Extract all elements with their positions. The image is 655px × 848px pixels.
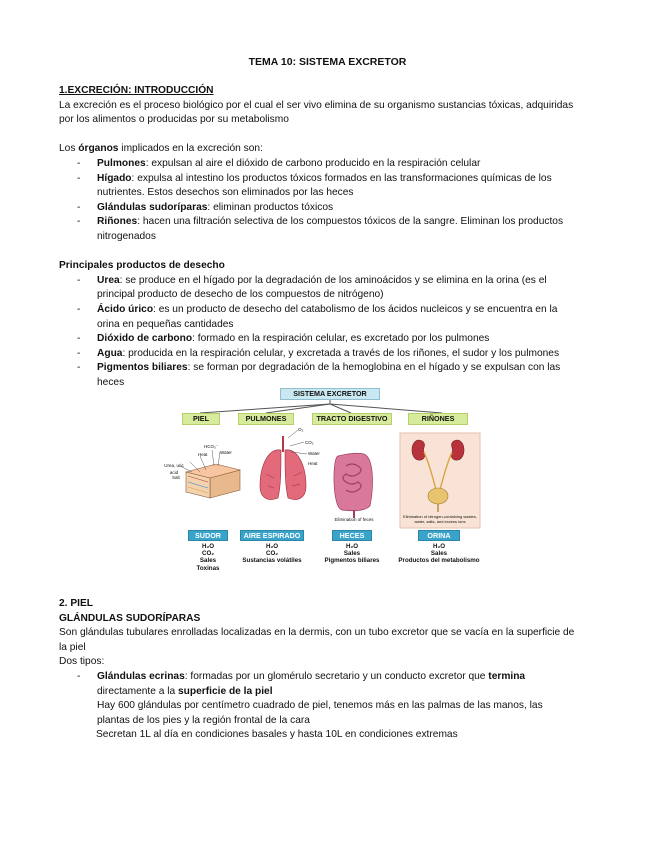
types-intro: Dos tipos: [59, 656, 105, 668]
organs-intro: Los órganos implicados en la excreción son: [59, 143, 263, 155]
output-items-feces: H₂O Sales Pigmentos biliares [324, 543, 380, 565]
gut-label: Elimination of feces [334, 517, 374, 522]
output-node-exhaled-air: AIRE ESPIRADO [240, 530, 304, 541]
section-skin [59, 597, 604, 743]
organ-node-lungs: PULMONES [238, 413, 294, 425]
organs-list [59, 157, 604, 245]
skin-label: Heat [198, 452, 208, 457]
list-item: - Hígado: expulsa al intestino los productos tóxicos formados en las transformaciones químicas de los nutrientes. Estos desechos son eliminados por las heces [59, 172, 604, 201]
organ-node-kidneys: RIÑONES [408, 413, 468, 425]
lung-label: Water [308, 451, 320, 456]
organ-node-skin: PIEL [182, 413, 220, 425]
organ-node-digestive: TRACTO DIGESTIVO [312, 413, 392, 425]
paragraph-line: la piel [59, 641, 86, 653]
section-heading-1: 1.EXCRECIÓN: INTRODUCCIÓN [59, 85, 214, 96]
paragraph-line: Son glándulas tubulares enrolladas localizadas en la dermis, con un tubo excretor que se vacía en la superficie de [59, 627, 575, 639]
output-items-exhaled: H₂O CO₂ Sustancias volátiles [242, 543, 302, 565]
skin-label: HCO₃⁻ [204, 444, 219, 449]
list-item: - Urea: se produce en el hígado por la degradación de los aminoácidos y se elimina en la orina (es el principal producto de desecho de los compuestos de nitrógeno) [59, 274, 604, 303]
products-list [59, 274, 604, 391]
list-item: - Pigmentos biliares: se forman por degradación de la hemoglobina en el hígado y se expulsan con las heces [59, 361, 604, 390]
diagram-root-node: SISTEMA EXCRETOR [280, 388, 380, 400]
subheading-sweat-glands: GLÁNDULAS SUDORÍPARAS [59, 612, 201, 624]
lung-label: CO₂ [305, 440, 314, 445]
intro-line-1: La excreción es el proceso biológico por el cual el ser vivo elimina de su organismo sustancias tóxicas, adquiridas [59, 99, 574, 111]
output-items-sweat: H₂O CO₂ Sales Toxinas [196, 543, 220, 572]
output-node-feces: HECES [332, 530, 372, 541]
gland-types-list [59, 670, 604, 743]
intro-line-2: por los alimentos o producidas por su metabolismo [59, 114, 289, 126]
skin-label: Salt [172, 475, 180, 480]
output-node-urine: ORINA [418, 530, 460, 541]
section-excretion-intro [59, 84, 604, 390]
products-heading: Principales productos de desecho [59, 260, 225, 272]
page-title: TEMA 10: SISTEMA EXCRETOR [248, 56, 407, 68]
skin-label: Urea, uric acid [164, 463, 184, 476]
lung-label: O₂ [298, 427, 304, 432]
list-item: - Agua: producida en la respiración celular, y excretada a través de los riñones, el sudor y los pulmones [59, 347, 604, 362]
list-item: - Ácido úrico: es un producto de desecho del catabolismo de los ácidos nucleicos y se encuentra en la orina en pequeñas cantidades [59, 303, 604, 332]
output-node-sweat: SUDOR [188, 530, 228, 541]
list-item: - Riñones: hacen una filtración selectiva de los compuestos tóxicos de la sangre. Eliminan los productos nitrogenados [59, 215, 604, 244]
intestine-illustration [334, 453, 373, 518]
list-item: - Glándulas ecrinas: formadas por un glomérulo secretario y un conducto excretor que termina directamente a la superficie de la piel Hay 600 glándulas por centímetro cuadrado de piel, tenemos más en las palmas de las manos, las plantas de los pies y la región frontal de la cara Secretan 1L al día en condiciones basales y hasta 10L en condiciones extremas [59, 670, 604, 743]
lungs-illustration [260, 430, 307, 500]
skin-label: Water [220, 450, 232, 455]
list-item: - Glándulas sudoríparas: eliminan productos tóxicos [59, 201, 604, 216]
lung-label: Heat [308, 461, 318, 466]
output-items-urine: H₂O Sales Productos del metabolismo [398, 543, 480, 565]
section-heading-2: 2. PIEL [59, 598, 93, 609]
excretory-system-diagram [160, 386, 500, 582]
skin-illustration [180, 450, 240, 498]
list-item: - Dióxido de carbono: formado en la respiración celular, es excretado por los pulmones [59, 332, 604, 347]
kidney-label: Elimination of nitrogen-containing wastes, water, salts, and excess ions [403, 514, 477, 524]
list-item: - Pulmones: expulsan al aire el dióxido de carbono producido en la respiración celular [59, 157, 604, 172]
